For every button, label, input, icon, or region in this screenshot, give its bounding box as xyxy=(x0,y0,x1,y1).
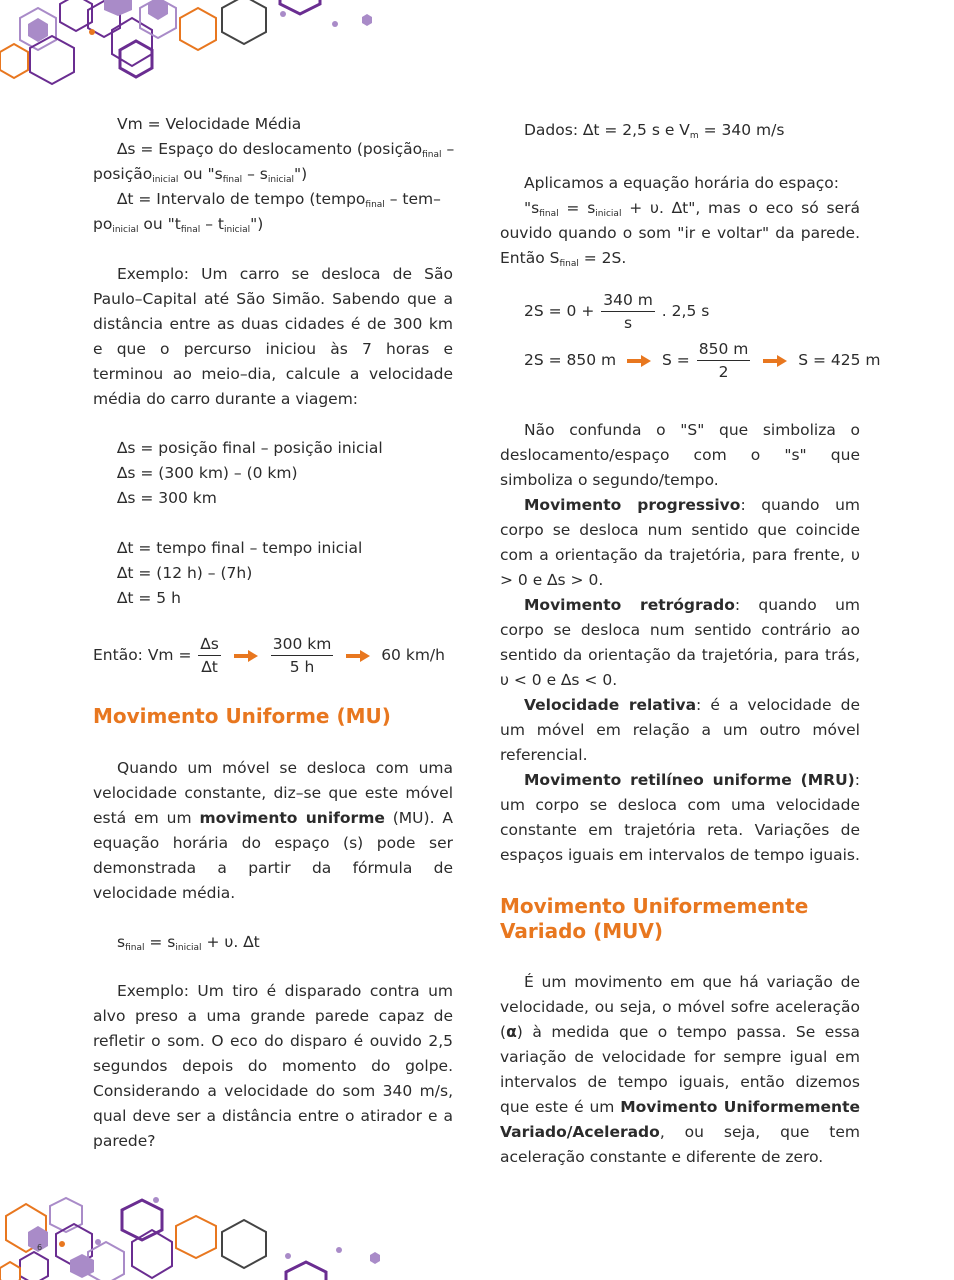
vm-result-formula xyxy=(93,633,453,678)
left-column xyxy=(93,112,453,1154)
right-column xyxy=(500,118,881,1170)
arrow-icon xyxy=(763,355,787,367)
calc-ds-line: ∆s = 300 km xyxy=(117,489,217,507)
page-number: 6 xyxy=(37,1243,43,1252)
def-vm: Vm = Velocidade Média xyxy=(117,115,302,133)
arrow-icon xyxy=(234,650,258,662)
entao-label: Então: Vm = xyxy=(93,646,192,664)
equation-result: 2S = 850 m S = $\frac{850 m}{2}$ S = 425 m xyxy=(524,340,881,381)
progressivo-paragraph: Movimento progressivo: quando um corpo se desloca num sentido que coincide com a orientação da trajetória, para frente, υ > 0 e ∆s > 0. xyxy=(500,496,860,589)
calc-delta-s xyxy=(93,436,453,511)
def-dt-line1: ∆t = Intervalo de tempo (tempo$_{final}$ – tem– xyxy=(117,190,441,210)
vm-result: 60 km/h xyxy=(381,646,445,664)
dados-line: Dados: ∆t = 2,5 s e $V_m = 340$ m/s xyxy=(524,121,785,141)
equation-2s: 2S = 0 + $\frac{340 m}{s}$ . 2,5 s xyxy=(524,291,710,332)
muv-paragraph: É um movimento em que há variação de velocidade, ou seja, o móvel sofre aceleração (α) à medida que o tempo passa. Se essa variação de velocidade for sempre igual em intervalos de tempo iguais, então dizemos que este é um Movimento Uniformemente Variado/Acelerado, ou seja, que tem aceleração constante e diferente de zero. xyxy=(500,973,860,1166)
aplic-paragraph: "$s_{final} = s_{inicial} + \upsilon$. ∆t", mas o eco só será ouvido quando o som "ir e voltar" da parede. Então $S_{final} = 2S$. xyxy=(500,199,860,269)
bottom-hexagon-decoration xyxy=(0,1190,400,1280)
arrow-icon xyxy=(627,355,651,367)
aplic-line: Aplicamos a equação horária do espaço: xyxy=(524,174,839,192)
example-2-text: Exemplo: Um tiro é disparado contra um alvo preso a uma grande parede capaz de refletir o som. O eco do disparo é ouvido 2,5 segundos depois do momento do golpe. Considerando a velocidade do som 340 m/s, qual deve ser a distância entre o atirador e a parede? xyxy=(93,982,453,1150)
fraction-340-s: $\frac{340 m}{s}$ xyxy=(603,291,653,332)
calc-ds-line: ∆s = posição final – posição inicial xyxy=(117,439,383,457)
retrogrado-paragraph: Movimento retrógrado: quando um corpo se desloca num sentido contrário ao sentido da orientação da trajetória, para trás, υ < 0 e ∆s < 0. xyxy=(500,596,860,689)
fraction-300-5: $\frac{300 km}{5 h}$ xyxy=(272,635,332,676)
mu-heading: Movimento Uniforme (MU) xyxy=(93,704,391,728)
equation-s: $s_{final} = s_{inicial} + \upsilon$. ∆t xyxy=(117,933,260,953)
fraction-ds-dt: $\frac{\Delta s}{\Delta t}$ xyxy=(200,635,219,676)
calc-ds-line: ∆s = (300 km) – (0 km) xyxy=(117,464,298,482)
velocidade-relativa-paragraph: Velocidade relativa: é a velocidade de um móvel em relação a um outro móvel referencial. xyxy=(500,696,860,764)
def-dt-line2: $po_{inicial}$ ou "$t_{final}$ – $t_{inicial}$") xyxy=(93,215,264,235)
fraction-850-2: $\frac{850 m}{2}$ xyxy=(698,340,749,381)
calc-dt-line: ∆t = tempo final – tempo inicial xyxy=(117,539,363,557)
mru-paragraph: Movimento retilíneo uniforme (MRU): um corpo se desloca com uma velocidade constante em trajetória reta. Variações de espaços iguais em intervalos de tempo iguais. xyxy=(500,771,860,864)
calc-dt-line: ∆t = 5 h xyxy=(117,589,181,607)
calc-dt-line: ∆t = (12 h) – (7h) xyxy=(117,564,253,582)
calc-delta-t xyxy=(93,536,453,611)
def-ds-line1: ∆s = Espaço do deslocamento (posição$_{final}$ – xyxy=(117,140,455,160)
example-1-text: Exemplo: Um carro se desloca de São Paulo–Capital até São Simão. Sabendo que a distância entre as duas cidades é de 300 km e que o percurso iniciou às 7 horas e terminou ao meio–dia, calcule a velocidade média do carro durante a viagem: xyxy=(93,265,453,408)
muv-heading: Movimento Uniformemente Variado (MUV) xyxy=(500,894,809,943)
mu-paragraph: Quando um móvel se desloca com uma velocidade constante, diz–se que este móvel está em um movimento uniforme (MU). A equação horária do espaço (s) pode ser demonstrada a partir da fórmula de velocidade média. xyxy=(93,759,453,902)
nao-confunda-paragraph: Não confunda o "S" que simboliza o deslocamento/espaço com o "s" que simboliza o segundo/tempo. xyxy=(500,421,860,489)
arrow-icon xyxy=(346,650,370,662)
def-ds-line2: posição$_{inicial}$ ou "$s_{final}$ – $s_{inicial}$") xyxy=(93,165,308,185)
top-hexagon-decoration xyxy=(0,0,400,92)
